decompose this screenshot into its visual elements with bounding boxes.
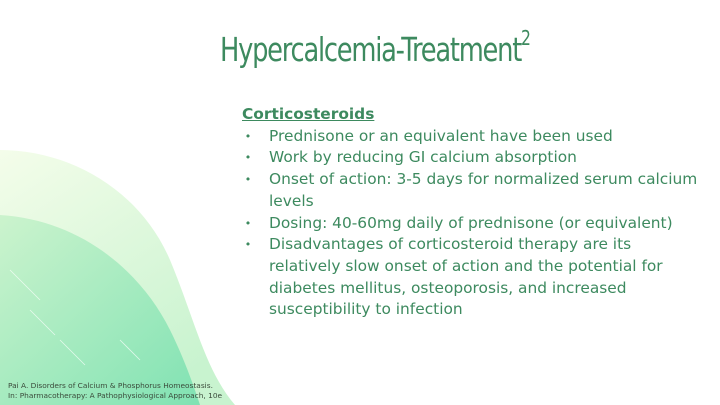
bullet-icon: • [244, 173, 252, 187]
bullet-text: Work by reducing GI calcium absorption [269, 148, 577, 167]
bullet-icon: • [244, 151, 252, 165]
bullet-icon: • [244, 129, 252, 143]
slide-title [220, 26, 530, 69]
bullet-text: Dosing: 40-60mg daily of prednisone (or equivalent) [269, 213, 673, 232]
slide-title-text: Hypercalcemia-Treatment [220, 30, 522, 69]
bullet-text: Prednisone or an equivalent have been used [269, 126, 613, 145]
bullet-icon: • [244, 238, 252, 252]
title-superscript: 2 [521, 26, 530, 50]
list-item [242, 213, 702, 235]
citation-line-1: Pai A. Disorders of Calcium & Phosphorus Homeostasis. [8, 381, 213, 390]
bullet-list [242, 126, 702, 321]
citation [8, 381, 222, 401]
citation-line-2: In: Pharmacotherapy: A Pathophysiological Approach, 10e [8, 391, 223, 400]
slide-content [242, 104, 702, 321]
list-item [242, 234, 702, 321]
bullet-text: Disadvantages of corticosteroid therapy are its relatively slow onset of action and the potential for diabetes mellitus, osteoporosis, and increased susceptibility to infection [269, 235, 663, 319]
section-heading: Corticosteroids [242, 105, 375, 123]
bullet-icon: • [244, 216, 252, 230]
list-item [242, 169, 702, 212]
list-item [242, 147, 702, 169]
list-item [242, 126, 702, 148]
bullet-text: Onset of action: 3-5 days for normalized serum calcium levels [269, 170, 698, 210]
